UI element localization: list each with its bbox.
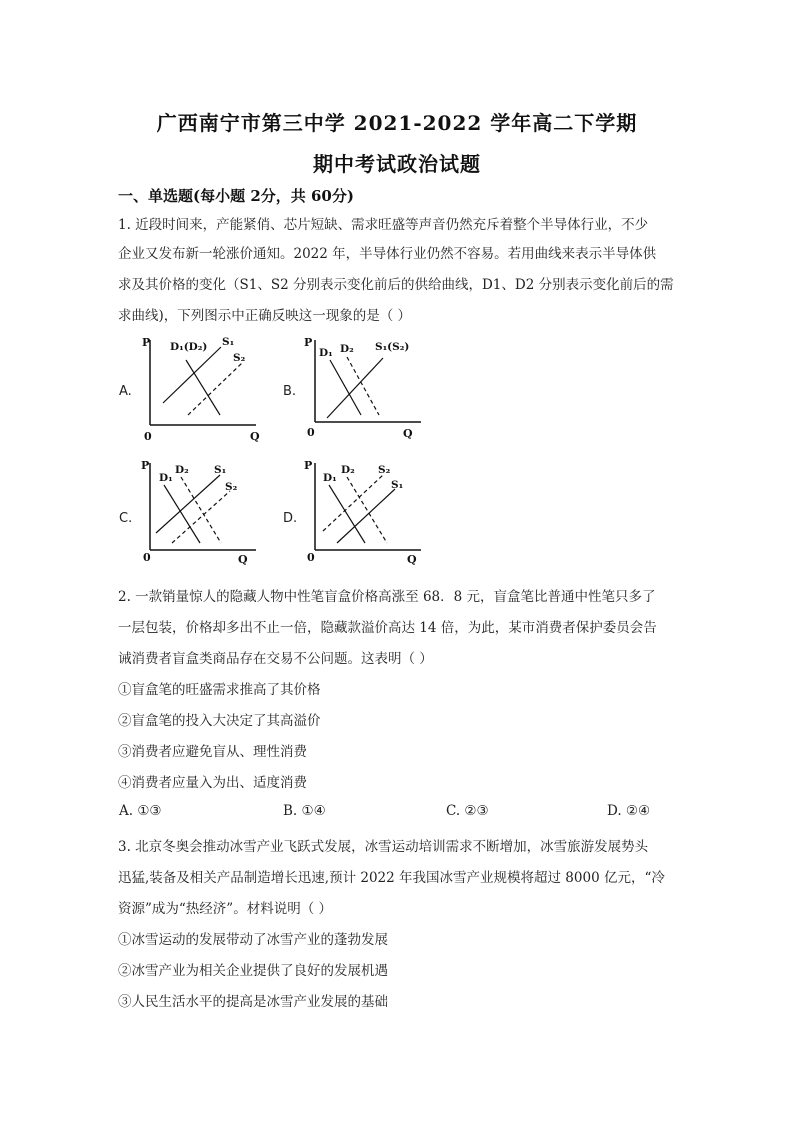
- q3-text-line: 迅猛,装备及相关产品制造增长迅速,预计 2022 年我国冰雪产业规模将超过 8000 亿元，“冷: [118, 870, 665, 886]
- s2-label: S₂: [225, 481, 238, 493]
- supply-curve-s2: [172, 491, 230, 543]
- q3-item: ①冰雪运动的发展带动了冰雪产业的蓬勃发展: [118, 932, 388, 948]
- demand-curve-d1: [330, 360, 361, 415]
- q2-item: ①盲盒笔的旺盛需求推高了其价格: [118, 682, 321, 698]
- s1-label: S₁: [214, 464, 227, 476]
- demand-curve-d1: [164, 485, 200, 543]
- d1-label: D₁: [323, 472, 337, 484]
- graph-b: [303, 330, 433, 445]
- d2-label: D₂: [341, 464, 355, 476]
- d1-label: D₁: [159, 472, 173, 484]
- page-title-line2: 期中考试政治试题: [313, 152, 481, 176]
- option-d-label: D.: [283, 511, 298, 526]
- d2-label: D₂: [175, 464, 189, 476]
- q-axis-label: Q: [403, 427, 413, 440]
- supply-curve-s1: [337, 489, 395, 543]
- q2-answer-c: C. ②③: [446, 803, 489, 819]
- page-title-line1: 广西南宁市第三中学 2021-2022 学年高二下学期: [156, 111, 638, 135]
- demand-curve-d2: [347, 357, 379, 415]
- origin-label: 0: [144, 430, 152, 443]
- q1-text-line: 1. 近段时间来，产能紧俏、芯片短缺、需求旺盛等声音仍然充斥着整个半导体行业，不少: [118, 217, 649, 233]
- supply-curve: [327, 358, 383, 418]
- origin-label: 0: [307, 551, 315, 564]
- origin-label: 0: [143, 551, 151, 564]
- option-b-label: B.: [283, 384, 297, 399]
- s2-label: S₂: [233, 352, 246, 364]
- s1-label: S₁: [222, 336, 235, 348]
- d1-label: D₁: [319, 347, 333, 359]
- q2-item: ③消费者应避免盲从、理性消费: [118, 744, 307, 760]
- q2-item: ②盲盒笔的投入大决定了其高溢价: [118, 713, 321, 729]
- q3-text-line: 3. 北京冬奥会推动冰雪产业飞跃式发展，冰雪运动培训需求不断增加，冰雪旅游发展势头: [118, 839, 649, 855]
- demand-curve-d2: [181, 477, 221, 543]
- s1-label: S₁: [391, 479, 404, 491]
- option-c-label: C.: [119, 511, 133, 526]
- q-axis-label: Q: [238, 553, 248, 566]
- q1-text-line: 企业又发布新一轮涨价通知。2022 年，半导体行业仍然不容易。若用曲线来表示半导体供: [118, 246, 657, 262]
- q2-text-line: 一层包装，价格却多出不止一倍，隐藏款溢价高达 14 倍，为此，某市消费者保护委员会告: [118, 620, 657, 636]
- supply-label: S₁(S₂): [375, 341, 410, 353]
- q1-text-line: 求及其价格的变化（S1、S2 分别表示变化前后的供给曲线，D1、D2 分别表示变化前后的需: [118, 277, 674, 293]
- p-axis-label: P: [142, 336, 151, 349]
- p-axis-label: P: [141, 459, 150, 472]
- origin-label: 0: [307, 426, 315, 439]
- p-axis-label: P: [304, 459, 313, 472]
- graph-c: [138, 455, 268, 570]
- q-axis-label: Q: [250, 430, 260, 443]
- demand-curve: [186, 360, 220, 415]
- q1-text-line: 求曲线)，下列图示中正确反映这一现象的是（ ）: [118, 308, 412, 324]
- demand-label: D₁(D₂): [170, 341, 208, 353]
- supply-curve-s1: [163, 347, 221, 403]
- s2-label: S₂: [378, 464, 391, 476]
- demand-curve-d2: [347, 477, 387, 543]
- graph-a: [138, 330, 268, 445]
- q2-answer-b: B. ①④: [283, 803, 326, 819]
- q3-text-line: 资源”成为“热经济”。材料说明（ ）: [118, 901, 332, 917]
- q3-item: ②冰雪产业为相关企业提供了良好的发展机遇: [118, 963, 388, 979]
- option-a-label: A.: [119, 384, 132, 399]
- p-axis-label: P: [304, 336, 313, 349]
- q2-item: ④消费者应量入为出、适度消费: [118, 775, 307, 791]
- q2-text-line: 诫消费者盲盒类商品存在交易不公问题。这表明（ ）: [118, 651, 433, 667]
- q3-item: ③人民生活水平的提高是冰雪产业发展的基础: [118, 994, 388, 1010]
- d2-label: D₂: [340, 343, 354, 355]
- graph-d: [303, 455, 433, 570]
- section-heading: 一、单选题(每小题 2分，共 60分): [118, 187, 354, 205]
- q2-text-line: 2. 一款销量惊人的隐藏人物中性笔盲盒价格高涨至 68．8 元，盲盒笔比普通中性笔只多了: [118, 589, 656, 605]
- q-axis-label: Q: [407, 553, 417, 566]
- q2-answer-d: D. ②④: [607, 803, 651, 819]
- q2-answer-a: A. ①③: [119, 803, 162, 819]
